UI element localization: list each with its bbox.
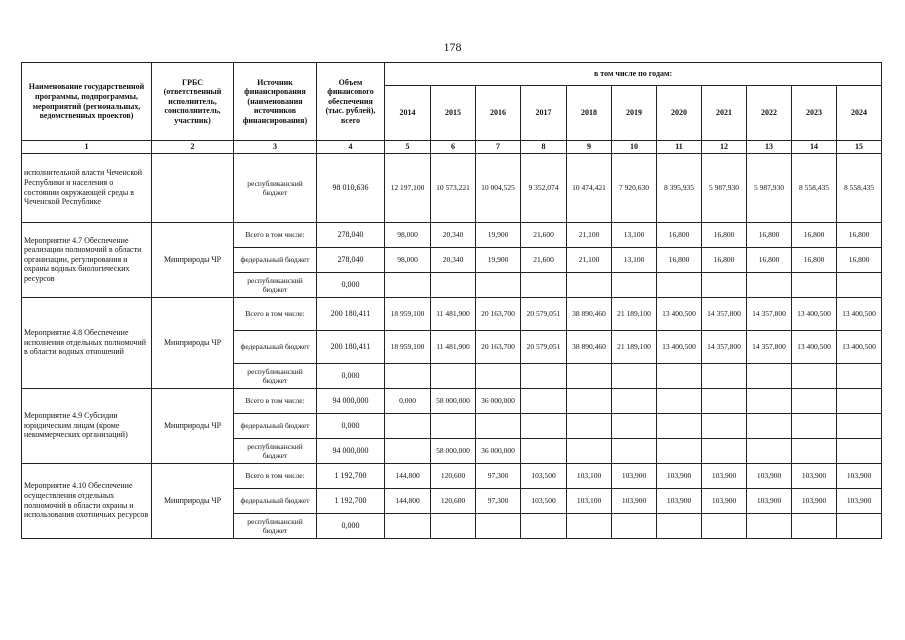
activity-year-value: 11 481,900 xyxy=(431,330,476,363)
activity-year-value: 36 000,000 xyxy=(476,388,521,413)
activity-year-value xyxy=(521,272,567,297)
activity-year-value: 13,100 xyxy=(612,247,657,272)
activity-year-value xyxy=(792,438,837,463)
activity-year-value xyxy=(385,413,431,438)
activity-year-value xyxy=(476,513,521,538)
activity-source: республиканский бюджет xyxy=(234,438,317,463)
activity-year-value xyxy=(385,272,431,297)
activity-year-value xyxy=(567,272,612,297)
activity-year-value xyxy=(657,272,702,297)
activity-year-value xyxy=(385,438,431,463)
activity-year-value xyxy=(702,438,747,463)
activity-year-value: 103,900 xyxy=(657,463,702,488)
header-year-2014: 2014 xyxy=(385,86,431,141)
activity-year-value xyxy=(837,363,882,388)
header-years-group: в том числе по годам: xyxy=(385,63,882,86)
activity-year-value xyxy=(476,413,521,438)
continuation-year-value: 9 352,074 xyxy=(521,153,567,222)
continuation-row xyxy=(22,153,882,222)
activity-source: федеральный бюджет xyxy=(234,488,317,513)
activity-total: 200 180,411 xyxy=(317,297,385,330)
activity-year-value xyxy=(612,513,657,538)
activity-year-value xyxy=(476,272,521,297)
column-number-4: 4 xyxy=(317,141,385,154)
continuation-year-value: 7 920,630 xyxy=(612,153,657,222)
column-number-9: 9 xyxy=(567,141,612,154)
activity-year-value xyxy=(521,413,567,438)
activity-year-value: 36 000,000 xyxy=(476,438,521,463)
column-numbers-row xyxy=(22,141,882,154)
activity-year-value: 58 000,000 xyxy=(431,388,476,413)
column-number-11: 11 xyxy=(657,141,702,154)
activity-year-value: 103,900 xyxy=(612,463,657,488)
activity-total: 278,040 xyxy=(317,247,385,272)
activity-year-value xyxy=(567,388,612,413)
activity-year-value: 20,340 xyxy=(431,222,476,247)
activity-year-value xyxy=(385,513,431,538)
column-number-10: 10 xyxy=(612,141,657,154)
continuation-year-value: 10 573,221 xyxy=(431,153,476,222)
activity-year-value: 13,100 xyxy=(612,222,657,247)
activity-year-value: 13 400,500 xyxy=(657,330,702,363)
header-total: Объем финансового обеспечения (тыс. рублей), всего xyxy=(317,63,385,141)
activity-year-value xyxy=(747,413,792,438)
activity-year-value: 20 163,700 xyxy=(476,297,521,330)
header-name: Наименование государственной программы, подпрограммы, мероприятий (региональных, ведомственных проектов) xyxy=(22,63,152,141)
activity-year-value: 103,900 xyxy=(792,488,837,513)
activity-year-value xyxy=(612,272,657,297)
activity-year-value: 16,800 xyxy=(837,247,882,272)
column-number-2: 2 xyxy=(152,141,234,154)
activity-year-value: 103,900 xyxy=(612,488,657,513)
activity-year-value: 58 000,000 xyxy=(431,438,476,463)
continuation-year-value: 8 558,435 xyxy=(792,153,837,222)
activity-total: 0,000 xyxy=(317,272,385,297)
activity-year-value: 21 189,100 xyxy=(612,297,657,330)
activity-year-value xyxy=(521,438,567,463)
activity-total: 200 180,411 xyxy=(317,330,385,363)
activity-year-value: 103,900 xyxy=(747,463,792,488)
activity-year-value xyxy=(792,388,837,413)
activity-year-value: 20 579,051 xyxy=(521,297,567,330)
activity-year-value xyxy=(431,363,476,388)
activity-year-value xyxy=(702,413,747,438)
activity-year-value xyxy=(521,513,567,538)
activity-name: Мероприятие 4.10 Обеспечение осуществления отдельных полномочий в области охраны и использования охотничьих ресурсов xyxy=(22,463,152,538)
activity-year-value xyxy=(657,513,702,538)
activity-source: федеральный бюджет xyxy=(234,330,317,363)
activity-year-value: 20,340 xyxy=(431,247,476,272)
activity-year-value: 120,600 xyxy=(431,463,476,488)
column-number-6: 6 xyxy=(431,141,476,154)
continuation-year-value: 12 197,100 xyxy=(385,153,431,222)
activity-year-value: 16,800 xyxy=(702,247,747,272)
column-number-14: 14 xyxy=(792,141,837,154)
activity-source: федеральный бюджет xyxy=(234,247,317,272)
activity-year-value xyxy=(702,272,747,297)
activity-source: федеральный бюджет xyxy=(234,413,317,438)
activity-year-value: 14 357,800 xyxy=(702,297,747,330)
activity-year-value xyxy=(657,363,702,388)
activity-source: республиканский бюджет xyxy=(234,363,317,388)
header-year-2021: 2021 xyxy=(702,86,747,141)
activity-year-value: 98,000 xyxy=(385,247,431,272)
header-grbs: ГРБС (ответственный исполнитель, соисполнитель, участник) xyxy=(152,63,234,141)
column-number-5: 5 xyxy=(385,141,431,154)
column-number-13: 13 xyxy=(747,141,792,154)
activity-year-value xyxy=(431,272,476,297)
activity-year-value xyxy=(837,388,882,413)
activity-year-value xyxy=(702,513,747,538)
activity-year-value: 16,800 xyxy=(837,222,882,247)
activity-source: республиканский бюджет xyxy=(234,513,317,538)
header-year-2024: 2024 xyxy=(837,86,882,141)
header-source: Источник финансирования (наименования источников финансирования) xyxy=(234,63,317,141)
activity-name: Мероприятие 4.9 Субсидии юридическим лицам (кроме некоммерческих организаций) xyxy=(22,388,152,463)
column-number-8: 8 xyxy=(521,141,567,154)
activity-grbs: Минприроды ЧР xyxy=(152,388,234,463)
activity-year-value: 14 357,800 xyxy=(747,330,792,363)
continuation-name: исполнительной власти Чеченской Республики и населения о состоянии окружающей среды в Чеченской Республике xyxy=(22,153,152,222)
activity-total: 94 000,000 xyxy=(317,388,385,413)
activity-year-value: 98,000 xyxy=(385,222,431,247)
activity-year-value xyxy=(747,388,792,413)
column-number-7: 7 xyxy=(476,141,521,154)
activity-source: Всего в том числе: xyxy=(234,297,317,330)
header-year-2017: 2017 xyxy=(521,86,567,141)
activity-year-value: 21,100 xyxy=(567,222,612,247)
continuation-year-value: 5 987,930 xyxy=(702,153,747,222)
column-number-12: 12 xyxy=(702,141,747,154)
activity-year-value xyxy=(657,413,702,438)
activity-total: 278,040 xyxy=(317,222,385,247)
activity-year-value xyxy=(521,363,567,388)
activity-year-value xyxy=(431,413,476,438)
activity-row xyxy=(22,463,882,488)
activity-year-value: 0,000 xyxy=(385,388,431,413)
continuation-year-value: 10 474,421 xyxy=(567,153,612,222)
activity-year-value xyxy=(747,272,792,297)
activity-total: 0,000 xyxy=(317,363,385,388)
activity-year-value xyxy=(747,438,792,463)
activity-year-value xyxy=(612,388,657,413)
activity-year-value xyxy=(567,438,612,463)
activity-year-value xyxy=(521,388,567,413)
activity-year-value xyxy=(792,272,837,297)
activity-year-value: 144,800 xyxy=(385,488,431,513)
continuation-source: республиканский бюджет xyxy=(234,153,317,222)
activity-year-value: 103,500 xyxy=(521,463,567,488)
activity-year-value xyxy=(612,413,657,438)
activity-year-value xyxy=(385,363,431,388)
activity-year-value xyxy=(837,413,882,438)
activity-year-value xyxy=(476,363,521,388)
table-body xyxy=(22,141,882,539)
continuation-year-value: 5 987,930 xyxy=(747,153,792,222)
activity-name: Мероприятие 4.8 Обеспечение исполнения отдельных полномочий в области водных отношений xyxy=(22,297,152,388)
header-year-2022: 2022 xyxy=(747,86,792,141)
activity-row xyxy=(22,222,882,247)
activity-year-value: 103,900 xyxy=(792,463,837,488)
activity-year-value xyxy=(567,513,612,538)
activity-row xyxy=(22,297,882,330)
activity-year-value xyxy=(612,438,657,463)
header-year-2019: 2019 xyxy=(612,86,657,141)
activity-year-value: 103,900 xyxy=(702,463,747,488)
activity-year-value xyxy=(657,438,702,463)
activity-grbs: Минприроды ЧР xyxy=(152,463,234,538)
activity-year-value: 13 400,500 xyxy=(837,297,882,330)
activity-year-value xyxy=(837,513,882,538)
activity-total: 0,000 xyxy=(317,413,385,438)
activity-year-value xyxy=(792,363,837,388)
activity-year-value xyxy=(792,513,837,538)
header-year-2020: 2020 xyxy=(657,86,702,141)
activity-total: 1 192,700 xyxy=(317,488,385,513)
activity-year-value: 103,900 xyxy=(657,488,702,513)
activity-year-value: 103,500 xyxy=(521,488,567,513)
activity-year-value: 103,100 xyxy=(567,488,612,513)
column-number-3: 3 xyxy=(234,141,317,154)
activity-grbs: Минприроды ЧР xyxy=(152,222,234,297)
activity-year-value xyxy=(792,413,837,438)
activity-year-value: 21,600 xyxy=(521,222,567,247)
activity-year-value: 38 890,460 xyxy=(567,297,612,330)
activity-year-value: 16,800 xyxy=(657,222,702,247)
activity-year-value: 120,600 xyxy=(431,488,476,513)
activity-year-value: 103,900 xyxy=(837,463,882,488)
continuation-year-value: 8 395,935 xyxy=(657,153,702,222)
activity-year-value: 97,300 xyxy=(476,488,521,513)
activity-year-value: 18 959,100 xyxy=(385,330,431,363)
activity-year-value: 16,800 xyxy=(657,247,702,272)
activity-year-value: 14 357,800 xyxy=(747,297,792,330)
activity-year-value: 20 579,051 xyxy=(521,330,567,363)
activity-year-value: 16,800 xyxy=(792,247,837,272)
activity-year-value xyxy=(837,272,882,297)
activity-year-value: 21,100 xyxy=(567,247,612,272)
activity-year-value: 103,100 xyxy=(567,463,612,488)
activity-name: Мероприятие 4.7 Обеспечение реализации полномочий в области организации, регулирования и охраны водных биологических ресурсов xyxy=(22,222,152,297)
activity-year-value: 13 400,500 xyxy=(792,330,837,363)
continuation-year-value: 8 558,435 xyxy=(837,153,882,222)
activity-year-value: 19,900 xyxy=(476,222,521,247)
activity-year-value: 21 189,100 xyxy=(612,330,657,363)
activity-row xyxy=(22,388,882,413)
activity-year-value: 19,900 xyxy=(476,247,521,272)
activity-year-value: 103,900 xyxy=(702,488,747,513)
activity-year-value: 13 400,500 xyxy=(657,297,702,330)
activity-year-value xyxy=(702,388,747,413)
activity-year-value xyxy=(567,413,612,438)
activity-year-value: 21,600 xyxy=(521,247,567,272)
header-year-2016: 2016 xyxy=(476,86,521,141)
activity-year-value xyxy=(612,363,657,388)
activity-year-value: 103,900 xyxy=(837,488,882,513)
activity-total: 0,000 xyxy=(317,513,385,538)
activity-year-value: 38 890,460 xyxy=(567,330,612,363)
activity-year-value xyxy=(657,388,702,413)
activity-year-value xyxy=(702,363,747,388)
activity-source: республиканский бюджет xyxy=(234,272,317,297)
page-number: 178 xyxy=(443,40,462,54)
activity-source: Всего в том числе: xyxy=(234,463,317,488)
continuation-grbs xyxy=(152,153,234,222)
activity-year-value: 16,800 xyxy=(702,222,747,247)
activity-source: Всего в том числе: xyxy=(234,388,317,413)
activity-year-value: 16,800 xyxy=(792,222,837,247)
continuation-year-value: 10 004,525 xyxy=(476,153,521,222)
column-number-15: 15 xyxy=(837,141,882,154)
activity-year-value xyxy=(747,363,792,388)
activity-grbs: Минприроды ЧР xyxy=(152,297,234,388)
activity-year-value: 14 357,800 xyxy=(702,330,747,363)
continuation-total: 98 010,636 xyxy=(317,153,385,222)
activity-year-value xyxy=(567,363,612,388)
activity-source: Всего в том числе: xyxy=(234,222,317,247)
activity-year-value: 144,800 xyxy=(385,463,431,488)
column-number-1: 1 xyxy=(22,141,152,154)
header-year-2023: 2023 xyxy=(792,86,837,141)
header-year-2015: 2015 xyxy=(431,86,476,141)
activity-total: 1 192,700 xyxy=(317,463,385,488)
activity-year-value: 97,300 xyxy=(476,463,521,488)
activity-year-value: 16,800 xyxy=(747,222,792,247)
activity-year-value: 16,800 xyxy=(747,247,792,272)
activity-year-value xyxy=(837,438,882,463)
activity-total: 94 000,000 xyxy=(317,438,385,463)
activity-year-value: 18 959,100 xyxy=(385,297,431,330)
activity-year-value: 13 400,500 xyxy=(837,330,882,363)
financing-table xyxy=(21,62,882,539)
activity-year-value xyxy=(747,513,792,538)
header-year-2018: 2018 xyxy=(567,86,612,141)
activity-year-value: 13 400,500 xyxy=(792,297,837,330)
activity-year-value: 11 481,900 xyxy=(431,297,476,330)
activity-year-value xyxy=(431,513,476,538)
activity-year-value: 20 163,700 xyxy=(476,330,521,363)
activity-year-value: 103,900 xyxy=(747,488,792,513)
